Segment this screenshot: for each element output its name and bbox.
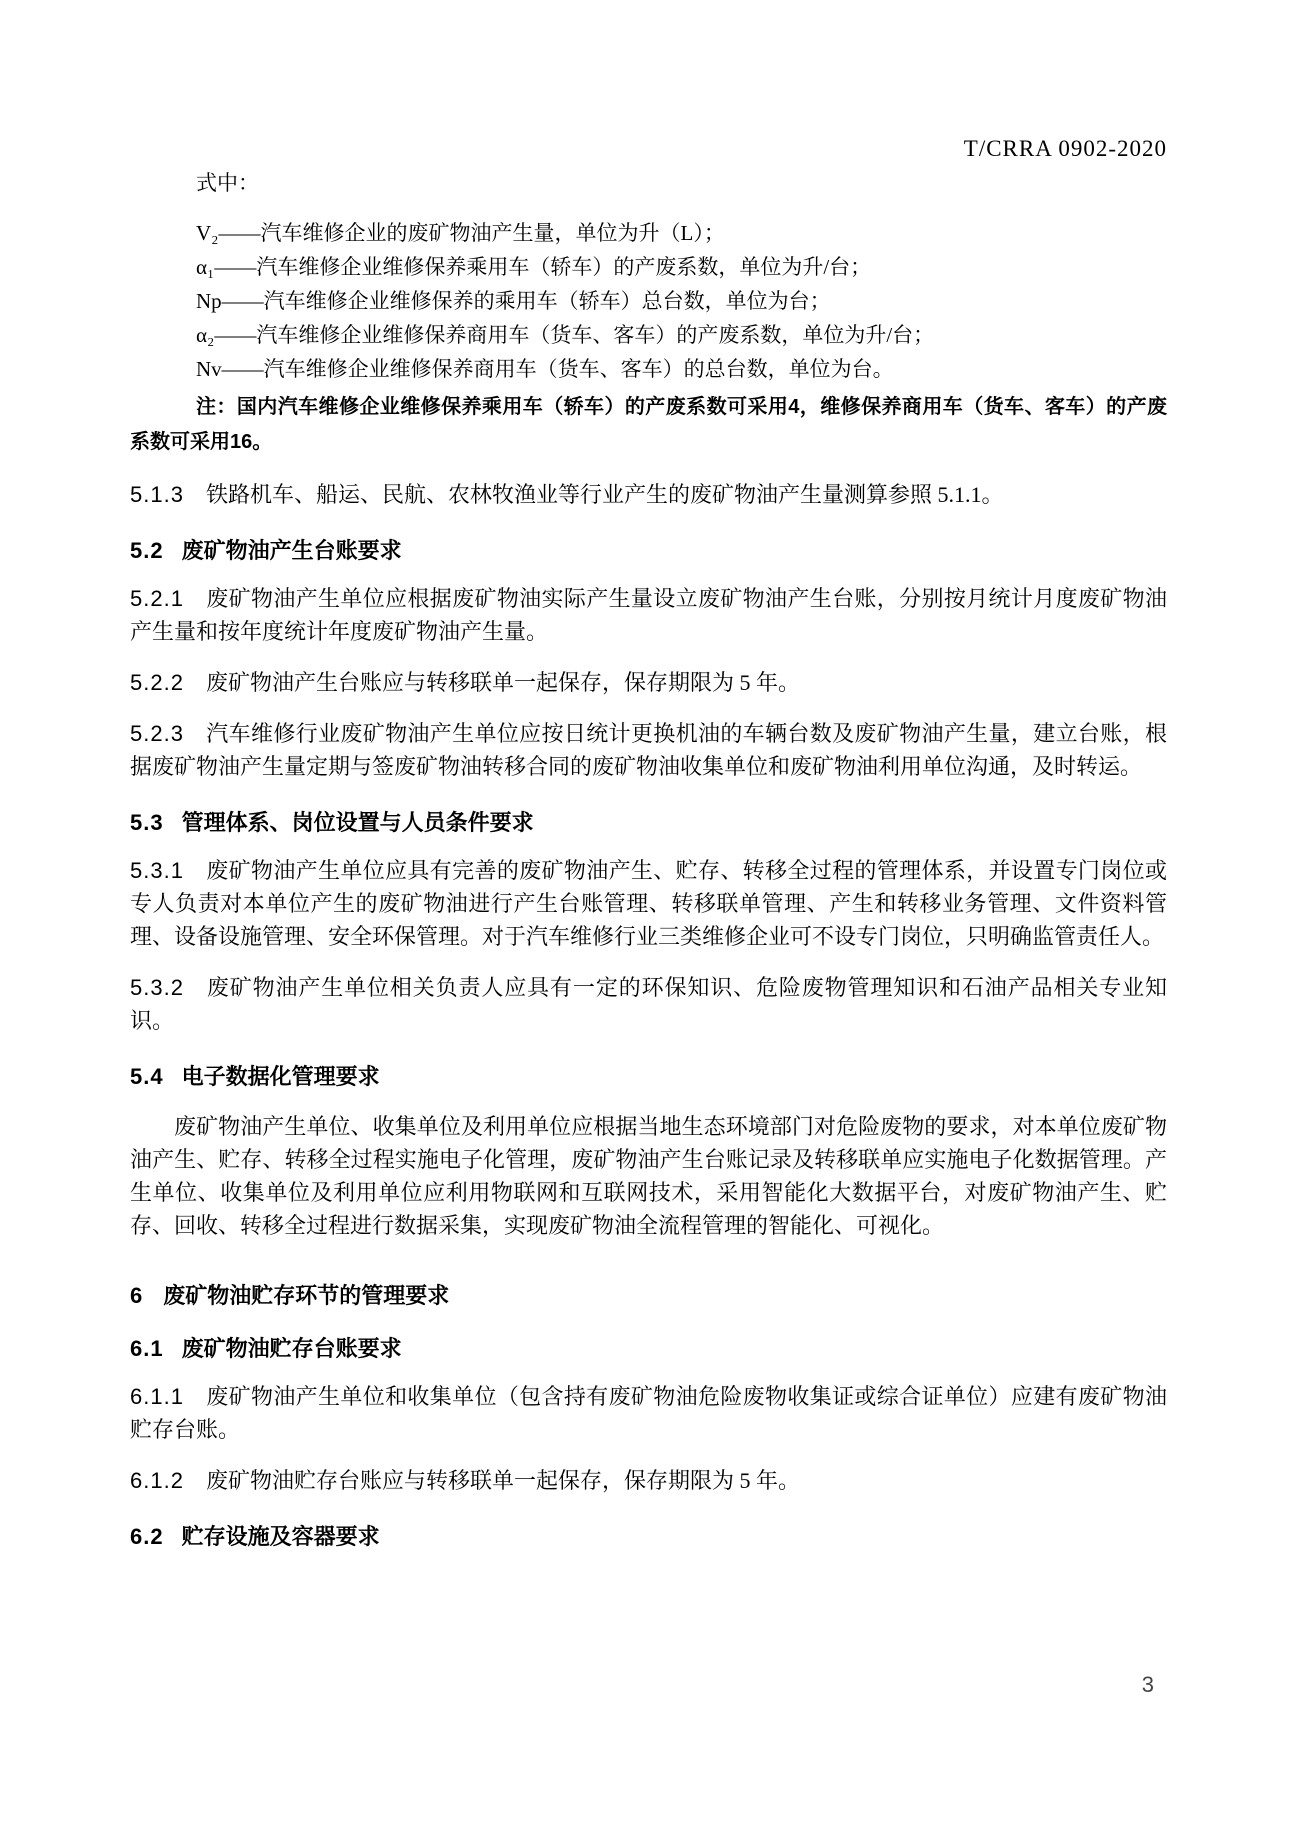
- clause-text: 废矿物油贮存台账应与转移联单一起保存，保存期限为 5 年。: [205, 1468, 800, 1493]
- clause-number: 5.3.1: [130, 858, 184, 883]
- definition-item-alpha2: α₂——汽车维修企业维修保养商用车（货车、客车）的产废系数，单位为升/台；: [196, 323, 935, 347]
- section-heading-5-4: [130, 1063, 1167, 1090]
- clause-number: 5.1.3: [130, 482, 184, 507]
- clause-text: 废矿物油产生单位相关负责人应具有一定的环保知识、危险废物管理知识和石油产品相关专业知识。: [130, 975, 1167, 1033]
- chapter-text: 废矿物油贮存环节的管理要求: [163, 1283, 450, 1308]
- heading-text: 贮存设施及容器要求: [181, 1524, 380, 1549]
- paragraph-5-4-body: 废矿物油产生单位、收集单位及利用单位应根据当地生态环境部门对危险废物的要求，对本单位废矿物油产生、贮存、转移全过程实施电子化管理，废矿物油产生台账记录及转移联单应实施电子化数据管理。产生单位、收集单位及利用单位应利用物联网和互联网技术，采用智能化大数据平台，对废矿物油产生、贮存、回收、转移全过程进行数据采集，实现废矿物油全流程管理的智能化、可视化。: [130, 1114, 1167, 1238]
- formula-where-label: 式中：: [196, 171, 259, 195]
- clause-5-2-3: [130, 717, 1167, 783]
- clause-text: 废矿物油产生单位应根据废矿物油实际产生量设立废矿物油产生台账，分别按月统计月度废矿物油产生量和按年度统计年度废矿物油产生量。: [130, 586, 1167, 644]
- heading-number: 5.3: [130, 810, 164, 835]
- definition-item-nv: Nv——汽车维修企业维修保养商用车（货车、客车）的总台数，单位为台。: [196, 357, 894, 381]
- clause-5-2-2: [130, 666, 1167, 699]
- heading-number: 6.2: [130, 1524, 164, 1549]
- note-paragraph: 注：国内汽车维修企业维修保养乘用车（轿车）的产废系数可采用4，维修保养商用车（货车、客车）的产废系数可采用16。: [130, 396, 1167, 453]
- clause-number: 5.2.2: [130, 670, 184, 695]
- definition-item-v2: V₂——汽车维修企业的废矿物油产生量，单位为升（L）；: [196, 221, 725, 245]
- clause-text: 废矿物油产生台账应与转移联单一起保存，保存期限为 5 年。: [205, 670, 800, 695]
- definition-item-np: Np——汽车维修企业维修保养的乘用车（轿车）总台数，单位为台；: [196, 289, 831, 313]
- clause-5-1-3: [130, 478, 1167, 511]
- heading-number: 5.4: [130, 1064, 164, 1089]
- heading-text: 废矿物油产生台账要求: [181, 538, 402, 563]
- chapter-number: 6: [130, 1283, 144, 1308]
- heading-text: 废矿物油贮存台账要求: [181, 1336, 402, 1361]
- section-heading-5-2: [130, 537, 1167, 564]
- heading-number: 6.1: [130, 1336, 164, 1361]
- section-heading-6-2: [130, 1523, 1167, 1550]
- chapter-heading-6: [130, 1282, 1167, 1309]
- clause-6-1-2: [130, 1464, 1167, 1497]
- section-heading-5-3: [130, 809, 1167, 836]
- clause-text: 废矿物油产生单位和收集单位（包含持有废矿物油危险废物收集证或综合证单位）应建有废矿物油贮存台账。: [130, 1384, 1167, 1442]
- clause-5-3-1: [130, 854, 1167, 953]
- heading-text: 电子数据化管理要求: [181, 1064, 380, 1089]
- heading-text: 管理体系、岗位设置与人员条件要求: [181, 810, 534, 835]
- clause-text: 铁路机车、船运、民航、农林牧渔业等行业产生的废矿物油产生量测算参照 5.1.1。: [205, 482, 1004, 507]
- standard-number-header: T/CRRA 0902-2020: [963, 136, 1167, 161]
- clause-number: 6.1.2: [130, 1468, 184, 1493]
- definition-item-alpha1: α₁——汽车维修企业维修保养乘用车（轿车）的产废系数，单位为升/台；: [196, 255, 872, 279]
- clause-text: 废矿物油产生单位应具有完善的废矿物油产生、贮存、转移全过程的管理体系，并设置专门岗位或专人负责对本单位产生的废矿物油进行产生台账管理、转移联单管理、产生和转移业务管理、文件资料管理、设备设施管理、安全环保管理。对于汽车维修行业三类维修企业可不设专门岗位，只明确监管责任人。: [130, 858, 1167, 949]
- page-number: 3: [1141, 1672, 1154, 1697]
- clause-5-2-1: [130, 582, 1167, 648]
- clause-number: 5.3.2: [130, 975, 184, 1000]
- clause-6-1-1: [130, 1380, 1167, 1446]
- clause-5-3-2: [130, 971, 1167, 1037]
- clause-number: 6.1.1: [130, 1384, 184, 1409]
- heading-number: 5.2: [130, 538, 164, 563]
- document-body: [130, 168, 1167, 1550]
- clause-text: 汽车维修行业废矿物油产生单位应按日统计更换机油的车辆台数及废矿物油产生量，建立台账，根据废矿物油产生量定期与签废矿物油转移合同的废矿物油收集单位和废矿物油利用单位沟通，及时转运。: [130, 721, 1167, 779]
- clause-number: 5.2.3: [130, 721, 184, 746]
- clause-number: 5.2.1: [130, 586, 184, 611]
- section-heading-6-1: [130, 1335, 1167, 1362]
